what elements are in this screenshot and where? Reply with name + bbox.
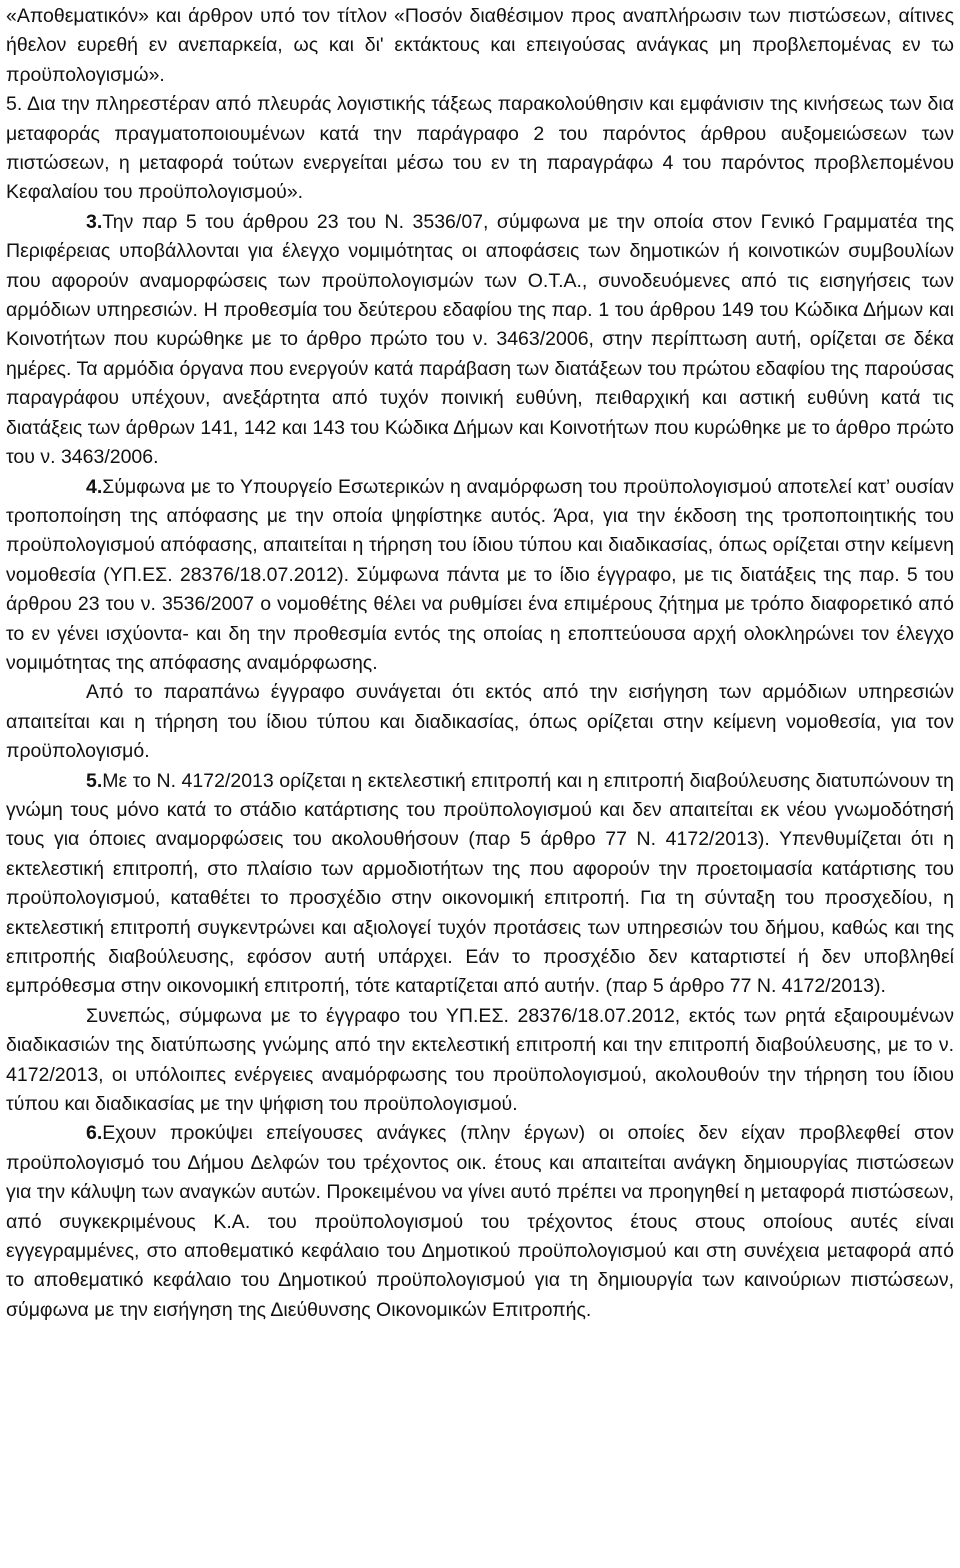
paragraph-text: Από το παραπάνω έγγραφο συνάγεται ότι εκτός από την εισήγηση των αρμόδιων υπηρεσιών απαιτείται και η τήρηση του ίδιου τύπου και διαδικασίας, όπως ορίζεται στην κείμενη νομοθεσία, για τον προϋπολογισμό. <box>6 681 954 763</box>
paragraph-text: «Αποθεματικόν» και άρθρον υπό τον τίτλον «Ποσόν διαθέσιμον προς αναπλήρωσιν των πιστώσεων, αίτινες ήθελον ευρεθή εν ανεπαρκεία, ως και δι' εκτάκτους και επειγούσας ανάγκας μη προβλεπομένας εν τω προϋπολογισμώ». <box>6 5 954 86</box>
paragraph-conclusion-document <box>6 678 954 766</box>
paragraph-number: 4. <box>86 475 103 498</box>
paragraph-text: 5. Δια την πληρεστέραν από πλευράς λογιστικής τάξεως παρακολούθησιν και εμφάνισιν της κινήσεως των δια μεταφοράς πραγματοποιουμένων κατά την παράγραφο 2 του παρόντος άρθρου αυξομειώσεων των πιστώσεων, η μεταφορά τούτων ενεργείται μέσω του εν τη παραγράφω 4 του παρόντος προβλεπομένου Κεφαλαίου του προϋπολογισμού». <box>6 93 954 204</box>
paragraph-item-5 <box>6 767 954 1002</box>
paragraph-number: 3. <box>86 210 103 233</box>
paragraph-text: Σύμφωνα με το Υπουργείο Εσωτερικών η αναμόρφωση του προϋπολογισμού αποτελεί κατ’ ουσίαν τροποποίηση της απόφασης με την οποία ψηφίστηκε αυτός. Άρα, για την έκδοση της τροποποιητικής του προϋπολογισμού απόφασης, απαιτείται η τήρηση του ίδιου τύπου και διαδικασίας, όπως ορίζεται στην κείμενη νομοθεσία (ΥΠ.ΕΣ. 28376/18.07.2012). Σύμφωνα πάντα με το ίδιο έγγραφο, με τις διατάξεις της παρ. 5 του άρθρου 23 του ν. 3536/2007 ο νομοθέτης θέλει να ρυθμίσει ένα επιμέρους ζήτημα με τρόπο διαφορετικό από το εν γένει ισχύοντα- και δη την προθεσμία εντός της οποίας η εποπτεύουσα αρχή ολοκληρώνει τον έλεγχο νομιμότητας της απόφασης αναμόρφωσης. <box>6 475 954 674</box>
paragraph-item-3 <box>6 208 954 473</box>
paragraph-item-5-transfer <box>6 90 954 208</box>
paragraph-item-6 <box>6 1119 954 1325</box>
paragraph-number: 6. <box>86 1122 103 1145</box>
paragraph-text: Την παρ 5 του άρθρου 23 του Ν. 3536/07, σύμφωνα με την οποία στον Γενικό Γραμματέα της Περιφέρειας υποβάλλονται για έλεγχο νομιμότητας οι αποφάσεις των δημοτικών ή κοινοτικών συμβουλίων που αφορούν αναμορφώσεις των προϋπολογισμών των Ο.Τ.Α., συνοδευόμενες από τις εισηγήσεις των αρμόδιων υπηρεσιών. Η προθεσμία του δεύτερου εδαφίου της παρ. 1 του άρθρου 149 του Κώδικα Δήμων και Κοινοτήτων που κυρώθηκε με το άρθρο πρώτο του ν. 3463/2006, στην περίπτωση αυτή, ορίζεται σε δέκα ημέρες. Τα αρμόδια όργανα που ενεργούν κατά παράβαση των διατάξεων του πρώτου εδαφίου της παρούσας παραγράφου υπέχουν, ανεξάρτητα από τυχόν ποινική ευθύνη, πειθαρχική και αστική ευθύνη κατά τις διατάξεις των άρθρων 141, 142 και 143 του Κώδικα Δήμων και Κοινοτήτων που κυρώθηκε με το άρθρο πρώτο του ν. 3463/2006. <box>6 210 954 469</box>
paragraph-consequently <box>6 1002 954 1120</box>
paragraph-text: Εχουν προκύψει επείγουσες ανάγκες (πλην έργων) οι οποίες δεν είχαν προβλεφθεί στον προϋπολογισμό του Δήμου Δελφών του τρέχοντος οικ. έτους και απαιτείται ανάγκη δημιουργίας πιστώσεων για την κάλυψη των αναγκών αυτών. Προκειμένου να γίνει αυτό πρέπει να προηγηθεί η μεταφορά πιστώσεων, από συγκεκριμένους Κ.Α. του προϋπολογισμού του τρέχοντος έτους στους οποίους αυτές είναι εγγεγραμμένες, στο αποθεματικό κεφάλαιο του Δημοτικού προϋπολογισμού και στη συνέχεια μεταφορά από το αποθεματικό κεφάλαιο του Δημοτικού προϋπολογισμού για τη δημιουργία των καινούριων πιστώσεων, σύμφωνα με την εισήγηση της Διεύθυνσης Οικονομικών Επιτροπής. <box>6 1122 954 1321</box>
paragraph-number: 5. <box>86 769 103 792</box>
paragraph-item-4 <box>6 473 954 679</box>
paragraph-reserve-article <box>6 2 954 90</box>
paragraph-text: Με το Ν. 4172/2013 ορίζεται η εκτελεστική επιτροπή και η επιτροπή διαβούλευσης διατυπώνουν τη γνώμη τους μόνο κατά το στάδιο κατάρτισης του προϋπολογισμού και δεν απαιτείται εκ νέου γνωμοδότησή τους για όποιες αναμορφώσεις του ακολουθήσουν (παρ 5 άρθρο 77 Ν. 4172/2013). Υπενθυμίζεται ότι η εκτελεστική επιτροπή, στο πλαίσιο των αρμοδιοτήτων της που αφορούν την προετοιμασία κατάρτισης του προϋπολογισμού, καταθέτει το προσχέδιο στην οικονομική επιτροπή. Για τη σύνταξη του προσχεδίου, η εκτελεστική επιτροπή συγκεντρώνει και αξιολογεί τυχόν προτάσεις των υπηρεσιών του δήμου, καθώς και της επιτροπής διαβούλευσης, εφόσον αυτή υπάρχει. Εάν το προσχέδιο δεν καταρτιστεί ή δεν υποβληθεί εμπρόθεσμα στην οικονομική επιτροπή, τότε καταρτίζεται από αυτήν. (παρ 5 άρθρο 77 Ν. 4172/2013). <box>6 769 954 998</box>
paragraph-text: Συνεπώς, σύμφωνα με το έγγραφο του ΥΠ.ΕΣ. 28376/18.07.2012, εκτός των ρητά εξαιρουμένων διαδικασιών της διατύπωσης γνώμης από την εκτελεστική επιτροπή και την επιτροπή διαβούλευσης, με το ν. 4172/2013, οι υπόλοιπες ενέργειες αναμόρφωσης του προϋπολογισμού, ακολουθούν την τήρηση του ίδιου τύπου και διαδικασίας με την ψήφιση του προϋπολογισμού. <box>6 1004 954 1116</box>
